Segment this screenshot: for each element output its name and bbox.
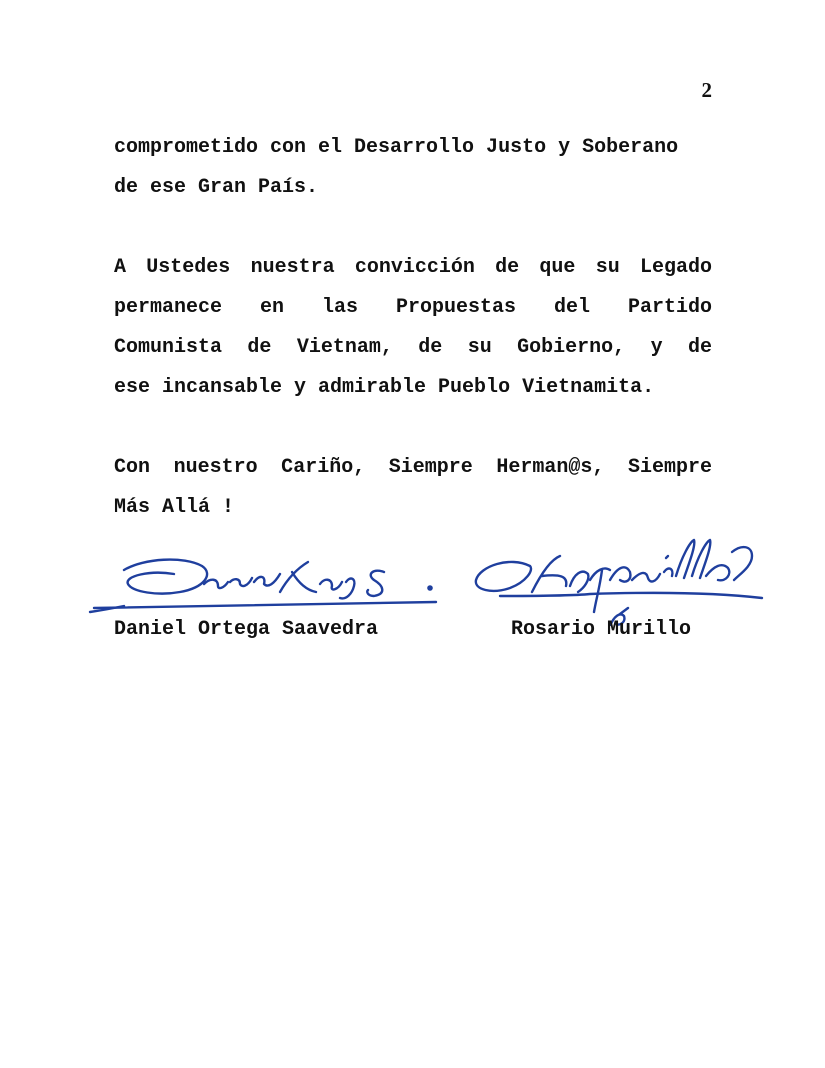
signature-left-image [84,548,444,618]
signature-left-strokes [90,560,436,612]
paragraph-line: Comunista de Vietnam, de su Gobierno, y de [114,336,712,359]
signature-right-strokes [476,540,762,626]
paragraph-line: Con nuestro Cariño, Siempre Herman@s, Siempre [114,456,712,479]
paragraph-line: comprometido con el Desarrollo Justo y Soberano [114,136,679,159]
signatory-name-right: Rosario Murillo [511,618,692,641]
paragraph-1 [114,128,712,208]
paragraph-2 [114,248,712,408]
signatory-name-left: Daniel Ortega Saavedra [114,618,379,641]
paragraph-line: de ese Gran País. [114,176,319,199]
page-number: 2 [701,78,712,102]
paragraph-line: A Ustedes nuestra convicción de que su Legado [114,256,712,279]
signature-right-image [470,516,770,626]
paragraph-line: permanece en las Propuestas del Partido [114,296,712,319]
paragraph-line: Más Allá ! [114,496,235,519]
paragraph-line: ese incansable y admirable Pueblo Vietnamita. [114,376,655,399]
